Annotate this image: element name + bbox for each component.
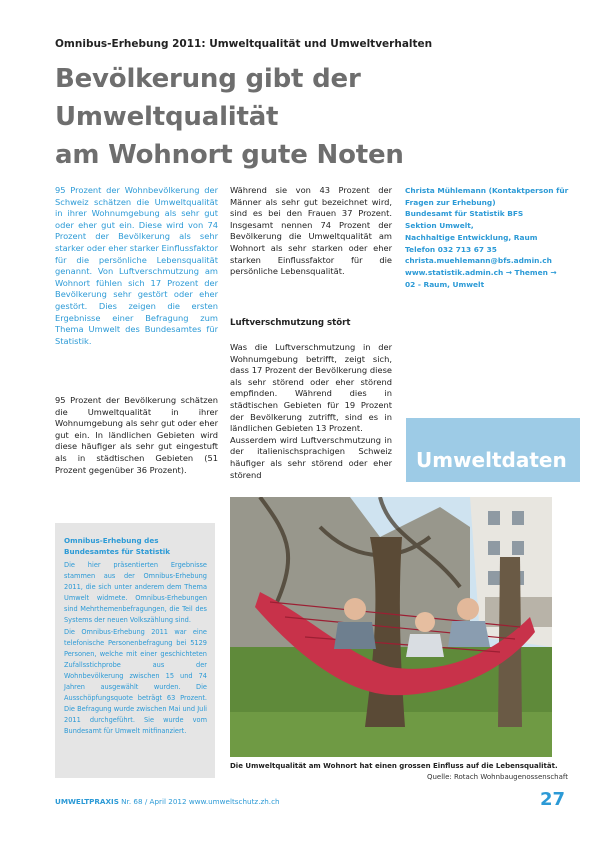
info-box (55, 523, 215, 778)
headline-line-1: Bevölkerung gibt der Umweltqualität (55, 64, 361, 132)
info-box-title: Omnibus-Erhebung des Bundesamtes für Statistik (64, 536, 171, 556)
contact-email-link[interactable]: christa.muehlemann@bfs.admin.ch (405, 256, 552, 266)
lead-paragraph: 95 Prozent der Wohnbevölkerung der Schweiz schätzen die Umweltqualität in ihrer Wohnumgebung als sehr gut oder eher gut ein. Diese wird von 74 Prozent der Bevölkerung als sehr starker oder eher starker Einflussfaktor für die persönliche Lebensqualität genannt. Von Luftverschmutzung am Wohnort fühlen sich 17 Prozent der Bevölkerung sehr gestört oder eher gestört. Dies zeigen die ersten Ergebnisse einer Befragung zum Thema Umwelt des Bundesamtes für Statistik. (55, 185, 218, 346)
contact-phone: Telefon 032 713 67 35 (405, 244, 497, 254)
body-paragraph-2: Während sie von 43 Prozent der Männer als sehr gut bezeichnet wird, sind es bei den Frauen 37 Prozent. Insgesamt nennen 74 Prozent der Bevölkerung die Umweltqualität am Wohnort als sehr starken oder eher starken Einflussfaktor für die persönliche Lebensqualität. (230, 185, 392, 277)
footer-url-link[interactable]: www.umweltschutz.zh.ch (188, 797, 280, 806)
contact-web-link[interactable]: www.statistik.admin.ch → Themen → (405, 267, 557, 277)
photo-source: Quelle: Rotach Wohnbaugenossenschaft (426, 773, 568, 781)
contact-line: Sektion Umwelt, (405, 221, 474, 231)
contact-block (405, 185, 569, 290)
info-box-paragraph-1: Die hier präsentierten Ergebnisse stammen aus der Omnibus-Erhebung 2011, die sich unter anderem dem Thema Umwelt widmete. Omnibus-Erhebungen sind Mehrthemenbefragungen, die Teil des Systems der neuen Volkszählung sind. (64, 561, 207, 625)
page-number: 27 (540, 789, 566, 810)
contact-line: Nachhaltige Entwicklung, Raum (405, 232, 538, 242)
body-paragraph-4: Ausserdem wird Luftverschmutzung in der italienischsprachigen Schweiz häufiger als sehr störend oder eher störend (230, 434, 392, 480)
headline (55, 60, 575, 174)
footer-brand: UMWELTPRAXIS (55, 797, 119, 806)
contact-line: 02 - Raum, Umwelt (405, 279, 485, 289)
info-box-paragraph-2: Die Omnibus-Erhebung 2011 war eine telefonische Personenbefragung bei 5129 Personen, welche mit einer geschichteten Zufallsstichprobe aus der Wohnbevölkerung zwischen 15 und 74 Jahren ausgewählt wurden. Die Ausschöpfungsquote beträgt 63 Prozent. Die Befragung wurde zwischen Mai und Juli 2011 durchgeführt. Sie wurde vom Bundesamt für Umwelt mitfinanziert. (64, 627, 207, 736)
headline-line-2: am Wohnort gute Noten (55, 140, 404, 170)
body-column-2b (230, 342, 392, 481)
body-paragraph-1: 95 Prozent der Bevölkerung schätzen die Umweltqualität in ihrer Wohnumgebung als sehr gut oder eher gut ein. In ländlichen Gebieten wird diese häufiger als sehr gut eingestuft als in städtischen Gebieten (51 Prozent gegenüber 36 Prozent). (55, 395, 218, 475)
contact-line: Fragen zur Erhebung) (405, 197, 496, 207)
footer (55, 797, 280, 806)
banner-label: Umweltdaten (416, 448, 567, 472)
info-box-text (64, 560, 207, 738)
footer-issue: Nr. 68 / April 2012 (121, 797, 187, 806)
body-paragraph-3: Was die Luftverschmutzung in der Wohnumgebung betrifft, zeigt sich, dass 17 Prozent der Bevölkerung diese als sehr störend oder eher störend empfinden. Während dies in städtischen Gebieten für 19 Prozent der Bevölkerung zutrifft, sind es in ländlichen Gebieten 13 Prozent. (230, 342, 392, 434)
contact-line: Christa Mühlemann (Kontaktperson für (405, 186, 569, 195)
subheading: Luftverschmutzung stört (230, 318, 351, 328)
contact-line: Bundesamt für Statistik BFS (405, 209, 524, 219)
section-banner (406, 418, 580, 482)
kicker: Omnibus-Erhebung 2011: Umweltqualität und Umweltverhalten (55, 38, 433, 50)
photo-caption: Die Umweltqualität am Wohnort hat einen grossen Einfluss auf die Lebensqualität. (230, 762, 558, 770)
photo-hammock (230, 497, 552, 757)
